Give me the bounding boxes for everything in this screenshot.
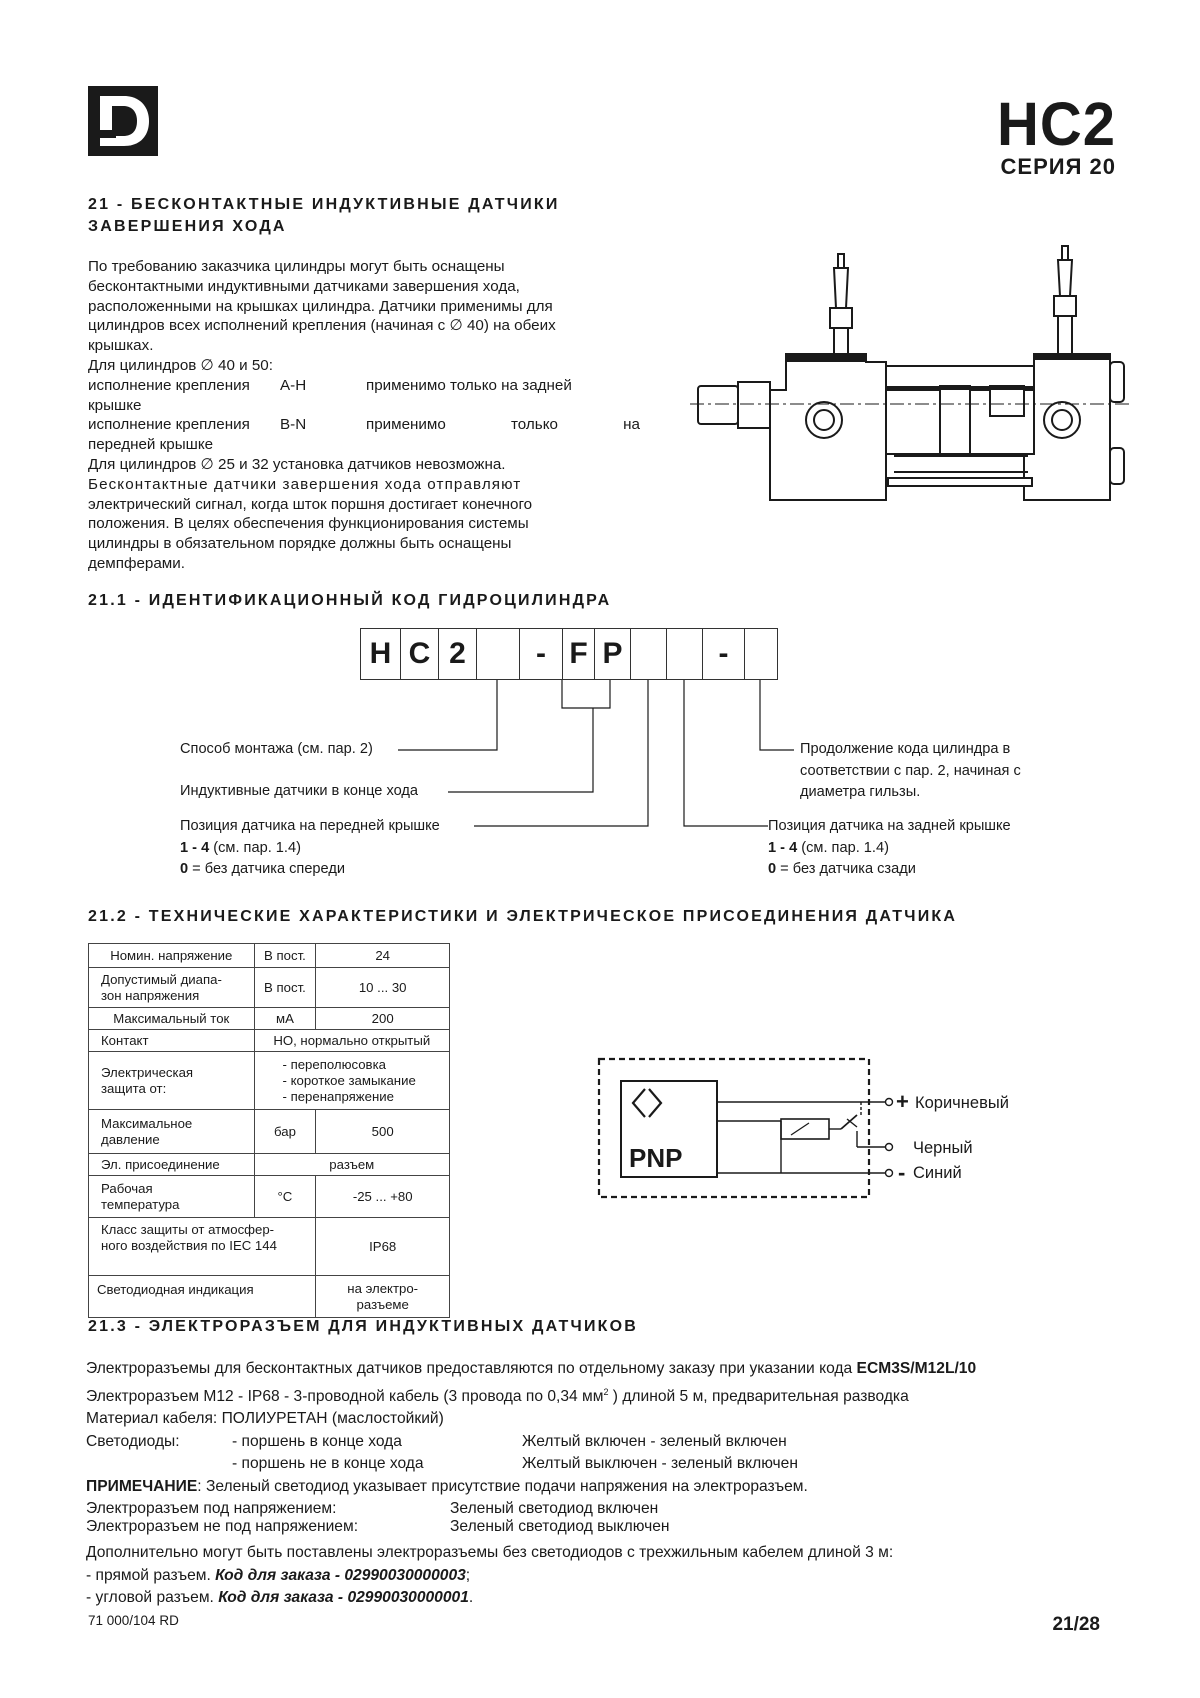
pnp-label: PNP <box>629 1143 683 1173</box>
order-code: Код для заказа - 02990030000001 <box>218 1589 469 1607</box>
note-label: ПРИМЕЧАНИЕ <box>86 1477 198 1495</box>
cell-line: - переполюсовка <box>282 1056 386 1072</box>
mount-note-word: только <box>511 416 558 434</box>
cell-line: Электрическая <box>101 1064 194 1080</box>
note-line <box>86 1476 976 1499</box>
label-line <box>768 859 1011 881</box>
led-row <box>86 1453 976 1476</box>
mount-ah-row <box>88 376 640 396</box>
led-state: - поршень не в конце хода <box>232 1455 424 1473</box>
order-line <box>86 1565 976 1588</box>
spec-unit: В пост. <box>254 968 316 1008</box>
spec-value: IP68 <box>316 1218 450 1276</box>
cell-line: Максимальное <box>101 1115 193 1131</box>
note-text: : Зеленый светодиод указывает присутствие подачи напряжения на электроразъем. <box>197 1477 808 1495</box>
spec-param: Максимальный ток <box>89 1008 255 1030</box>
label-text: (см. пар. 1.4) <box>797 839 889 856</box>
label-bold: 1 - 4 <box>768 839 798 856</box>
spec-param: Светодиодная индикация <box>89 1276 316 1318</box>
label-text: = без датчика спереди <box>188 861 346 877</box>
cell-line: - перенапряжение <box>282 1088 394 1104</box>
table-row <box>89 1154 450 1176</box>
table-row <box>89 1276 450 1318</box>
section-21-heading <box>88 194 560 238</box>
code-box: F <box>562 628 594 680</box>
cell-line: ного воздействия по IEC 144 <box>101 1238 277 1253</box>
label-line <box>180 838 440 860</box>
code-box <box>666 628 702 680</box>
text-line <box>86 1381 976 1409</box>
spec-unit: °C <box>254 1176 316 1218</box>
spec-value: -25 ... +80 <box>316 1176 450 1218</box>
cell-line: на электро- <box>347 1280 419 1296</box>
cell-line: Рабочая <box>101 1180 153 1196</box>
text-span: Электроразъемы для бесконтактных датчиков предоставляются по отдельному заказу при указании кода <box>86 1360 857 1377</box>
spec-param <box>89 1110 255 1154</box>
text-line: Бесконтактные датчики завершения хода отправляют <box>88 475 522 493</box>
text-line: Дополнительно могут быть поставлены электроразъемы без светодиодов с трехжильным кабелем длиной 3 м: <box>86 1544 894 1562</box>
code-box: H <box>360 628 400 680</box>
label-front-position <box>180 816 440 881</box>
superscript: 2 <box>603 1386 609 1397</box>
power-state: Электроразъем под напряжением: <box>86 1500 337 1518</box>
label-line: Позиция датчика на передней крышке <box>180 818 440 834</box>
spec-param: Контакт <box>89 1030 255 1052</box>
mount-note-word: на <box>623 416 640 434</box>
label-line: диаметра гильзы. <box>800 784 921 800</box>
cylinder-sensor-drawing <box>690 236 1130 506</box>
table-row <box>89 1030 450 1052</box>
section-21-1-heading: 21.1 - ИДЕНТИФИКАЦИОННЫЙ КОД ГИДРОЦИЛИНДРА <box>88 592 612 609</box>
text-line: По требованию заказчика цилиндры могут быть оснащены <box>88 258 505 275</box>
text-line: электрический сигнал, когда шток поршня достигает конечного <box>88 495 533 513</box>
plus-sign: + <box>896 1089 909 1114</box>
mount-label: исполнение крепления <box>88 376 250 394</box>
mount-code: A-H <box>280 376 307 394</box>
spec-value: 24 <box>316 944 450 968</box>
heading-line-1: 21 - БЕСКОНТАКТНЫЕ ИНДУКТИВНЫЕ ДАТЧИКИ <box>88 196 560 213</box>
text-line: передней крышке <box>88 436 214 454</box>
label-line: Продолжение кода цилиндра в <box>800 741 1011 757</box>
power-state: Электроразъем не под напряжением: <box>86 1518 359 1536</box>
led-state: - поршень в конце хода <box>232 1432 402 1450</box>
spec-unit: мА <box>254 1008 316 1030</box>
cell-line: разъеме <box>356 1296 409 1312</box>
power-value: Зеленый светодиод включен <box>450 1500 659 1518</box>
label-line <box>768 838 1011 860</box>
text-line: крышках. <box>88 337 154 355</box>
spec-value: 200 <box>316 1008 450 1030</box>
spec-value: разъем <box>254 1154 449 1176</box>
order-code: ECM3S/M12L/10 <box>856 1360 977 1377</box>
spec-param: Номин. напряжение <box>89 944 255 968</box>
table-row <box>89 1008 450 1030</box>
text-line <box>86 1358 976 1381</box>
minus-sign: - <box>898 1160 906 1185</box>
series-subtitle: СЕРИЯ 20 <box>1000 154 1116 179</box>
sensor-wiring-diagram <box>595 1055 1015 1203</box>
text-span: Электроразъем M12 - IP68 - 3-проводной кабель (3 провода по 0,34 мм <box>86 1387 604 1405</box>
code-box <box>630 628 666 680</box>
label-rear-position <box>768 816 1011 881</box>
text-span: - прямой разъем. <box>86 1566 216 1584</box>
led-value: Желтый включен - зеленый включен <box>522 1432 787 1450</box>
spec-param: Эл. присоединение <box>89 1154 255 1176</box>
cell-line: давление <box>101 1131 160 1147</box>
cell-line: температура <box>101 1196 180 1212</box>
table-row <box>89 944 450 968</box>
code-box: - <box>519 628 562 680</box>
spec-value: НО, нормально открытый <box>254 1030 449 1052</box>
spec-value <box>254 1052 449 1110</box>
spec-param <box>89 1218 316 1276</box>
label-inductive-sensors: Индуктивные датчики в конце хода <box>180 783 419 799</box>
text-line: положения. В целях обеспечения функционирования системы <box>88 515 529 533</box>
text-line: Для цилиндров ∅ 25 и 32 установка датчиков невозможна. <box>88 455 506 473</box>
cell-line: Класс защиты от атмосфер- <box>101 1222 275 1237</box>
spec-param <box>89 1176 255 1218</box>
text-span: ; <box>465 1566 471 1584</box>
mount-bn-row <box>88 415 640 435</box>
wire-brown-label: Коричневый <box>915 1094 1009 1112</box>
table-row <box>89 1218 450 1276</box>
mount-code: B-N <box>280 416 307 434</box>
spec-param <box>89 968 255 1008</box>
label-bold: 0 <box>768 861 777 877</box>
label-line <box>180 859 440 881</box>
code-box: 2 <box>438 628 476 680</box>
text-line: расположенными на крышках цилиндра. Датчики применимы для <box>88 297 553 315</box>
cell-line: Допустимый диапа- <box>101 971 222 987</box>
led-label: Светодиоды: <box>86 1432 180 1450</box>
page-title: HC2 <box>996 90 1116 159</box>
table-row <box>89 1052 450 1110</box>
mount-note: применимо только на задней <box>366 376 572 394</box>
cell-line: - короткое замыкание <box>282 1072 416 1088</box>
label-mount-type: Способ монтажа (см. пар. 2) <box>180 741 373 757</box>
label-text: (см. пар. 1.4) <box>209 839 301 856</box>
power-row <box>86 1500 976 1518</box>
table-row <box>89 1176 450 1218</box>
section-21-2-heading: 21.2 - ТЕХНИЧЕСКИЕ ХАРАКТЕРИСТИКИ И ЭЛЕКТРИЧЕСКОЕ ПРИСОЕДИНЕНИЯ ДАТЧИКА <box>88 908 958 925</box>
label-line: Позиция датчика на задней крышке <box>768 818 1011 834</box>
code-box <box>744 628 778 680</box>
label-line: соответствии с пар. 2, начиная с <box>800 762 1021 779</box>
label-bold: 0 <box>180 861 189 877</box>
order-code: Код для заказа - 02990030000003 <box>215 1566 466 1584</box>
power-value: Зеленый светодиод выключен <box>450 1518 670 1536</box>
spec-unit: бар <box>254 1110 316 1154</box>
section-21-3-text <box>86 1358 976 1610</box>
led-row <box>86 1431 976 1454</box>
mount-label: исполнение крепления <box>88 416 250 434</box>
order-line <box>86 1587 976 1610</box>
text-span: ) длиной 5 м, предварительная разводка <box>608 1387 909 1405</box>
cell-line: защита от: <box>101 1080 167 1096</box>
text-span: . <box>468 1589 474 1607</box>
wire-blue-label: Синий <box>913 1164 962 1182</box>
document-code: 71 000/104 RD <box>88 1613 179 1628</box>
label-text: = без датчика сзади <box>776 861 916 877</box>
code-box: C <box>400 628 438 680</box>
text-line: цилиндры в обязательном порядке должны быть оснащены <box>88 535 512 553</box>
section-21-3-heading: 21.3 - ЭЛЕКТРОРАЗЪЕМ ДЛЯ ИНДУКТИВНЫХ ДАТЧИКОВ <box>88 1318 639 1335</box>
code-box <box>476 628 519 680</box>
heading-line-2: ЗАВЕРШЕНИЯ ХОДА <box>88 218 287 235</box>
label-code-continuation <box>800 739 1021 804</box>
page-number: 21/28 <box>1052 1614 1100 1635</box>
led-value: Желтый выключен - зеленый включен <box>522 1455 798 1473</box>
text-span: - угловой разъем. <box>86 1589 219 1607</box>
power-row <box>86 1518 976 1536</box>
text-line: Для цилиндров ∅ 40 и 50: <box>88 356 273 374</box>
text-line: бесконтактными индуктивными датчиками завершения хода, <box>88 277 520 295</box>
text-line: демпферами. <box>88 554 185 572</box>
spec-value: 10 ... 30 <box>316 968 450 1008</box>
spec-value: 500 <box>316 1110 450 1154</box>
text-line: крышке <box>88 396 142 414</box>
spec-unit: В пост. <box>254 944 316 968</box>
table-row <box>89 968 450 1008</box>
text-line: цилиндров всех исполнений крепления (начиная с ∅ 40) на обеих <box>88 317 556 335</box>
spec-param <box>89 1052 255 1110</box>
sensor-spec-table <box>88 943 450 1318</box>
text-line: Материал кабеля: ПОЛИУРЕТАН (маслостойкий) <box>86 1410 444 1428</box>
wire-black-label: Черный <box>913 1139 973 1157</box>
section-21-text <box>88 257 640 574</box>
code-box: - <box>702 628 744 680</box>
mount-note-word: применимо <box>366 416 446 434</box>
spec-value <box>316 1276 450 1318</box>
company-logo <box>88 86 158 156</box>
table-row <box>89 1110 450 1154</box>
label-bold: 1 - 4 <box>180 839 210 856</box>
code-box: P <box>594 628 630 680</box>
cell-line: зон напряжения <box>101 987 200 1003</box>
